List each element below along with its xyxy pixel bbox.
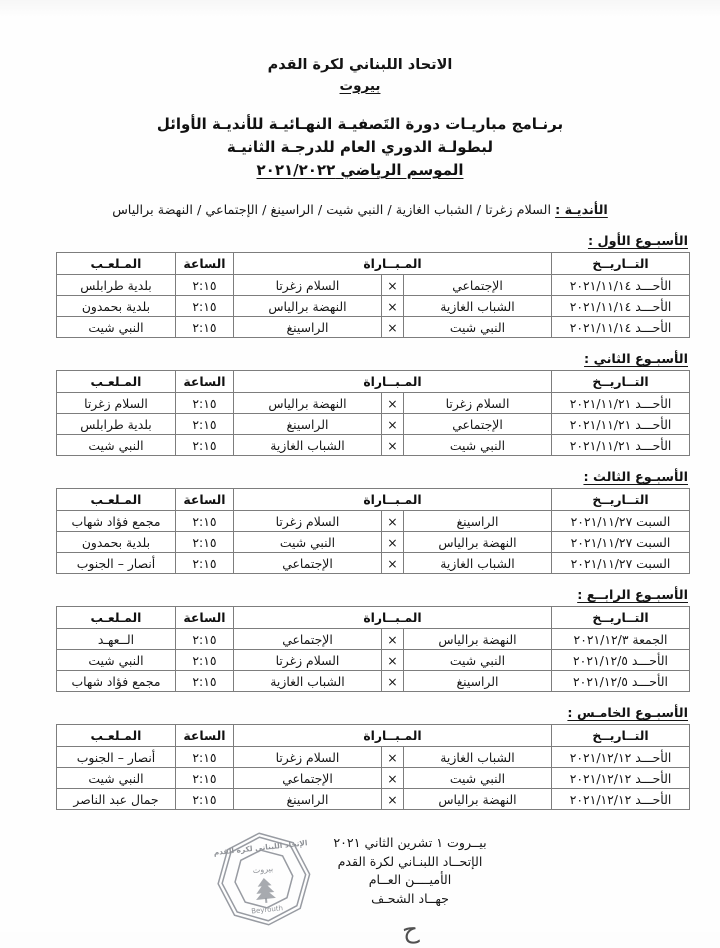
table-header-row xyxy=(56,725,689,747)
table-header-row xyxy=(56,607,689,629)
table-row xyxy=(56,789,689,810)
clubs-list: السلام زغرتا / الشباب الغازية / النبي شيت / الراسينغ / الإجتماعي / النهضة برالياس xyxy=(112,203,551,219)
match-venue: السلام زغرتا xyxy=(56,393,175,414)
versus-separator: × xyxy=(382,629,404,650)
match-venue: مجمع فؤاد شهاب xyxy=(56,511,175,532)
week-heading: الأسبـوع الرابــع : xyxy=(577,588,688,604)
fixtures-table xyxy=(56,606,690,692)
versus-separator: × xyxy=(382,671,404,692)
table-row xyxy=(56,553,689,574)
versus-separator: × xyxy=(382,275,404,296)
column-header-venue: المـلعـب xyxy=(56,725,175,747)
week-heading: الأسبـوع الخامـس : xyxy=(567,706,688,722)
table-row xyxy=(56,414,689,435)
table-row xyxy=(56,275,689,296)
match-date: الجمعة ٢٠٢١/١٢/٣ xyxy=(552,629,690,650)
table-row xyxy=(56,532,689,553)
match-time: ٢:١٥ xyxy=(175,650,233,671)
stamp-city-latin: Beyrouth xyxy=(250,904,284,916)
versus-separator: × xyxy=(382,317,404,338)
away-team: الإجتماعي xyxy=(233,768,381,789)
away-team: السلام زغرتا xyxy=(233,747,381,768)
column-header-match: المـبــاراة xyxy=(233,607,551,629)
home-team: الإجتماعي xyxy=(404,414,552,435)
match-venue: أنصار – الجنوب xyxy=(56,747,175,768)
match-date: الأحـــد ٢٠٢١/١١/١٤ xyxy=(552,317,690,338)
home-team: النبي شيت xyxy=(404,650,552,671)
match-venue: النبي شيت xyxy=(56,317,175,338)
away-team: الإجتماعي xyxy=(233,553,381,574)
match-date: الأحـــد ٢٠٢١/١١/١٤ xyxy=(552,296,690,317)
home-team: النبي شيت xyxy=(404,768,552,789)
table-header-row xyxy=(56,489,689,511)
column-header-time: الساعة xyxy=(175,725,233,747)
week-heading: الأسبـوع الثاني : xyxy=(584,352,688,368)
home-team: الشباب الغازية xyxy=(404,747,552,768)
home-team: الشباب الغازية xyxy=(404,553,552,574)
fixtures-table xyxy=(56,488,690,574)
match-date: الأحـــد ٢٠٢١/١٢/٥ xyxy=(552,671,690,692)
clubs-line xyxy=(34,203,686,218)
match-date: السبت ٢٠٢١/١١/٢٧ xyxy=(552,511,690,532)
versus-separator: × xyxy=(382,296,404,317)
column-header-venue: المـلعـب xyxy=(56,253,175,275)
match-time: ٢:١٥ xyxy=(175,317,233,338)
home-team: السلام زغرتا xyxy=(404,393,552,414)
match-venue: جمال عبد الناصر xyxy=(56,789,175,810)
week-block xyxy=(30,352,690,456)
fixtures-table xyxy=(56,370,690,456)
match-venue: النبي شيت xyxy=(56,435,175,456)
signature-block xyxy=(310,834,510,948)
home-team: الراسينغ xyxy=(404,511,552,532)
official-stamp xyxy=(212,828,316,932)
home-team: النبي شيت xyxy=(404,435,552,456)
versus-separator: × xyxy=(382,393,404,414)
match-venue: الــعهـد xyxy=(56,629,175,650)
away-team: الراسينغ xyxy=(233,414,381,435)
match-date: الأحـــد ٢٠٢١/١٢/٥ xyxy=(552,650,690,671)
versus-separator: × xyxy=(382,414,404,435)
column-header-venue: المـلعـب xyxy=(56,371,175,393)
week-block xyxy=(30,706,690,810)
column-header-match: المـبــاراة xyxy=(233,371,551,393)
document-title-season: الموسم الرياضي ٢٠٢١/٢٠٢٢ xyxy=(256,161,464,180)
match-venue: أنصار – الجنوب xyxy=(56,553,175,574)
match-date: الأحـــد ٢٠٢١/١٢/١٢ xyxy=(552,768,690,789)
table-row xyxy=(56,747,689,768)
column-header-date: التــاريــخ xyxy=(552,607,690,629)
match-venue: النبي شيت xyxy=(56,650,175,671)
table-row xyxy=(56,393,689,414)
match-time: ٢:١٥ xyxy=(175,435,233,456)
match-time: ٢:١٥ xyxy=(175,789,233,810)
document-title-line-2: لبطولـة الدوري العام للدرجـة الثانيـة xyxy=(226,137,494,156)
versus-separator: × xyxy=(382,747,404,768)
match-time: ٢:١٥ xyxy=(175,671,233,692)
match-time: ٢:١٥ xyxy=(175,768,233,789)
document-header xyxy=(0,0,720,182)
match-date: الأحـــد ٢٠٢١/١٢/١٢ xyxy=(552,789,690,810)
match-time: ٢:١٥ xyxy=(175,629,233,650)
table-row xyxy=(56,296,689,317)
column-header-time: الساعة xyxy=(175,607,233,629)
home-team: النبي شيت xyxy=(404,317,552,338)
away-team: الراسينغ xyxy=(233,317,381,338)
table-row xyxy=(56,435,689,456)
match-time: ٢:١٥ xyxy=(175,553,233,574)
match-venue: مجمع فؤاد شهاب xyxy=(56,671,175,692)
home-team: الإجتماعي xyxy=(404,275,552,296)
versus-separator: × xyxy=(382,435,404,456)
stamp-outer-text: الإتحاد اللبناني لكرة القدم xyxy=(213,838,308,858)
match-date: الأحـــد ٢٠٢١/١١/١٤ xyxy=(552,275,690,296)
scan-edge-artifact xyxy=(0,0,720,16)
week-heading: الأسبـوع الأول : xyxy=(587,234,688,250)
week-schedule-list xyxy=(0,234,720,810)
versus-separator: × xyxy=(382,532,404,553)
stamp-city-arabic: بيروت xyxy=(252,864,274,876)
match-venue: بلدية طرابلس xyxy=(56,275,175,296)
organization-city: بيروت xyxy=(339,77,381,94)
match-time: ٢:١٥ xyxy=(175,747,233,768)
away-team: السلام زغرتا xyxy=(233,650,381,671)
table-row xyxy=(56,671,689,692)
table-row xyxy=(56,317,689,338)
match-venue: النبي شيت xyxy=(56,768,175,789)
table-row xyxy=(56,650,689,671)
away-team: الشباب الغازية xyxy=(233,435,381,456)
table-header-row xyxy=(56,371,689,393)
fixtures-table xyxy=(56,252,690,338)
column-header-match: المـبــاراة xyxy=(233,253,551,275)
column-header-date: التــاريــخ xyxy=(552,725,690,747)
match-time: ٢:١٥ xyxy=(175,393,233,414)
footer-place-date: بيــروت ١ تشرين الثاني ٢٠٢١ xyxy=(333,835,487,850)
footer-signatory-name: جهــاد الشحـف xyxy=(371,890,449,906)
table-row xyxy=(56,768,689,789)
home-team: الراسينغ xyxy=(404,671,552,692)
document-title-line-1: برنـامج مباريـات دورة التَصفيـة النهـائيـة للأنديـة الأوائل xyxy=(156,114,564,133)
match-date: الأحـــد ٢٠٢١/١٢/١٢ xyxy=(552,747,690,768)
match-venue: بلدية بحمدون xyxy=(56,532,175,553)
column-header-date: التــاريــخ xyxy=(552,371,690,393)
home-team: الشباب الغازية xyxy=(404,296,552,317)
match-venue: بلدية بحمدون xyxy=(56,296,175,317)
table-row xyxy=(56,629,689,650)
document-title xyxy=(0,113,720,183)
column-header-time: الساعة xyxy=(175,489,233,511)
column-header-venue: المـلعـب xyxy=(56,607,175,629)
versus-separator: × xyxy=(382,553,404,574)
versus-separator: × xyxy=(382,650,404,671)
column-header-match: المـبــاراة xyxy=(233,725,551,747)
document-footer xyxy=(0,828,720,945)
column-header-venue: المـلعـب xyxy=(56,489,175,511)
column-header-time: الساعة xyxy=(175,371,233,393)
match-time: ٢:١٥ xyxy=(175,414,233,435)
home-team: النهضة برالياس xyxy=(404,629,552,650)
week-block xyxy=(30,234,690,338)
home-team: النهضة برالياس xyxy=(404,789,552,810)
away-team: السلام زغرتا xyxy=(233,275,381,296)
column-header-match: المـبــاراة xyxy=(233,489,551,511)
week-heading: الأسبـوع الثالث : xyxy=(583,470,688,486)
match-date: الأحـــد ٢٠٢١/١١/٢١ xyxy=(552,393,690,414)
handwritten-signature: ح xyxy=(399,913,421,945)
week-block xyxy=(30,470,690,574)
column-header-date: التــاريــخ xyxy=(552,489,690,511)
footer-role: الأميــــن العــام xyxy=(368,872,452,888)
match-date: السبت ٢٠٢١/١١/٢٧ xyxy=(552,532,690,553)
organization-name: الاتحاد اللبناني لكرة القدم xyxy=(267,57,453,73)
away-team: السلام زغرتا xyxy=(233,511,381,532)
table-row xyxy=(56,511,689,532)
away-team: النهضة برالياس xyxy=(233,393,381,414)
match-date: الأحـــد ٢٠٢١/١١/٢١ xyxy=(552,414,690,435)
week-block xyxy=(30,588,690,692)
fixtures-table xyxy=(56,724,690,810)
column-header-date: التــاريــخ xyxy=(552,253,690,275)
table-header-row xyxy=(56,253,689,275)
match-date: الأحـــد ٢٠٢١/١١/٢١ xyxy=(552,435,690,456)
away-team: الشباب الغازية xyxy=(233,671,381,692)
away-team: الإجتماعي xyxy=(233,629,381,650)
away-team: الراسينغ xyxy=(233,789,381,810)
match-date: السبت ٢٠٢١/١١/٢٧ xyxy=(552,553,690,574)
match-venue: بلدية طرابلس xyxy=(56,414,175,435)
match-time: ٢:١٥ xyxy=(175,296,233,317)
home-team: النهضة برالياس xyxy=(404,532,552,553)
clubs-label: الأنديـة : xyxy=(555,203,608,219)
footer-organization: الإتحــاد اللبنـاني لكرة القدم xyxy=(337,853,483,869)
versus-separator: × xyxy=(382,511,404,532)
away-team: النهضة برالياس xyxy=(233,296,381,317)
column-header-time: الساعة xyxy=(175,253,233,275)
away-team: النبي شيت xyxy=(233,532,381,553)
cedar-tree-icon xyxy=(254,877,277,904)
versus-separator: × xyxy=(382,768,404,789)
match-time: ٢:١٥ xyxy=(175,511,233,532)
match-time: ٢:١٥ xyxy=(175,275,233,296)
versus-separator: × xyxy=(382,789,404,810)
match-time: ٢:١٥ xyxy=(175,532,233,553)
